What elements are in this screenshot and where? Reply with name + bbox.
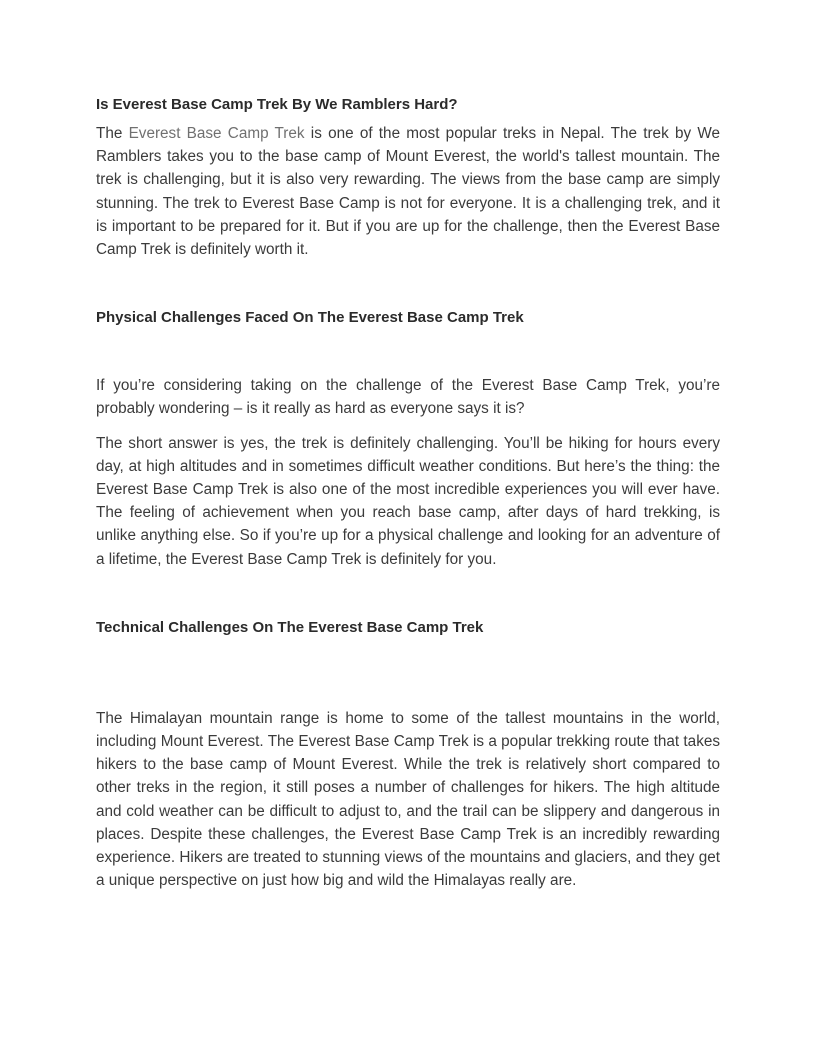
physical-paragraph-2: The short answer is yes, the trek is definitely challenging. You’ll be hiking for hours every day, at high altitudes and in sometimes difficult weather conditions. But here’s the thing: the Everest Base Camp Trek is also one of the most incredible experiences you will ever have. The feeling of achievement when you reach base camp, after days of hard trekking, is unlike anything else. So if you’re up for a physical challenge and looking for an adventure of a lifetime, the Everest Base Camp Trek is definitely for you. [96,434,720,568]
document-page [96,93,720,892]
intro-prefix: The [96,125,129,142]
section-heading-difficulty: Is Everest Base Camp Trek By We Ramblers Hard? [96,96,458,113]
everest-base-camp-trek-link[interactable]: Everest Base Camp Trek [128,125,305,142]
physical-paragraph-1: If you’re considering taking on the challenge of the Everest Base Camp Trek, you’re probably wondering – is it really as hard as everyone says it is? [96,377,720,418]
intro-rest: is one of the most popular treks in Nepal. The trek by We Ramblers takes you to the base camp of Mount Everest, the world's tallest mountain. The trek is challenging, but it is also very rewarding. The views from the base camp are simply stunning. The trek to Everest Base Camp is not for everyone. It is a challenging trek, and it is important to be prepared for it. But if you are up for the challenge, then the Everest Base Camp Trek is definitely worth it. [96,125,720,259]
section-heading-technical: Technical Challenges On The Everest Base Camp Trek [96,618,484,636]
technical-paragraph-1: The Himalayan mountain range is home to some of the tallest mountains in the world, including Mount Everest. The Everest Base Camp Trek is a popular trekking route that takes hikers to the base camp of Mount Everest. While the trek is relatively short compared to other treks in the region, it still poses a number of challenges for hikers. The high altitude and cold weather can be difficult to adjust to, and the trail can be slippery and dangerous in places. Despite these challenges, the Everest Base Camp Trek is an incredibly rewarding experience. Hikers are treated to stunning views of the mountains and glaciers, and they get a unique perspective on just how big and wild the Himalayas really are. [96,709,720,890]
intro-paragraph [96,122,720,261]
section-heading-physical: Physical Challenges Faced On The Everest Base Camp Trek [96,309,524,327]
